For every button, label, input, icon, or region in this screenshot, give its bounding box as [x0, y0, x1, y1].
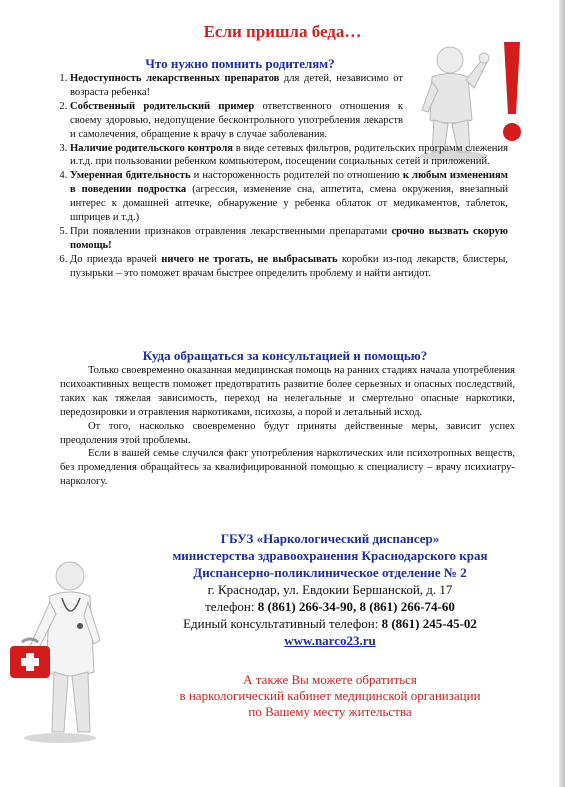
note-line: по Вашему месту жительства — [248, 704, 412, 719]
org-hotline: Единый консультативный телефон: 8 (861) 245-45-02 — [183, 616, 477, 631]
org-ministry: министерства здравоохранения Краснодарского края — [172, 548, 488, 563]
list-item: 2. Собственный родительский пример ответственного отношения к своему здоровью, недопущение бесконтрольного употребления лекарств и самолечения, обращение к врачу в случае заболевания. — [70, 100, 403, 142]
note-line: А также Вы можете обратиться — [243, 672, 417, 687]
list-item: 1. Недоступность лекарственных препаратов для детей, независимо от возраста ребенка! — [70, 72, 403, 100]
organization-info — [110, 530, 550, 649]
help-paragraphs — [60, 364, 515, 489]
list-item: 4. Умеренная бдительность и настороженность родителей по отношению к любым изменениям в поведении подростка (агрессия, изменение сна, аппетита, смена окружения, внезапный интерес к домашней аптечке, обнаружение у ребенка облаток от медикаментов, таблеток, шприцев и т.д.) — [70, 169, 508, 225]
paragraph: Только своевременно оказанная медицинская помощь на ранних стадиях начала употребления психоактивных веществ поможет предотвратить развитие более серьезных и опасных последствий, таких как тяжелая зависимость, переход на нелегальные и смертельно опасные наркотики, передозировки и отравления наркотиками, психозы, а порой и летальный исход. — [60, 365, 515, 418]
org-phones: телефон: 8 (861) 266-34-90, 8 (861) 266-74-60 — [205, 599, 455, 614]
paragraph: Если в вашей семье случился факт употребления наркотических или психотропных веществ, без промедления обращайтесь за квалифицированной помощью к специалисту – врачу психиатру-наркологу. — [60, 448, 515, 488]
org-department: Диспансерно-поликлиническое отделение № 2 — [193, 565, 467, 580]
list-item: 3. Наличие родительского контроля в виде сетевых фильтров, родительских программ слежения и.т.д. при пользовании ребенком компьютером, посещении социальных сетей и приложений. — [70, 142, 508, 170]
org-address: г. Краснодар, ул. Евдокии Бершанской, д. 17 — [207, 582, 453, 597]
reminder-list — [52, 72, 509, 281]
page-title: Если пришла беда… — [203, 22, 362, 41]
section-heading-help: Куда обращаться за консультацией и помощью? — [142, 348, 428, 363]
org-name: ГБУЗ «Наркологический диспансер» — [220, 531, 440, 546]
also-contact-note — [110, 672, 550, 720]
org-website-link[interactable]: www.narco23.ru — [284, 633, 376, 648]
paragraph: От того, насколько своевременно будут приняты действенные меры, зависит успех преодоления этой проблемы. — [60, 420, 515, 446]
page-shadow — [559, 0, 565, 787]
list-item: 6. До приезда врачей ничего не трогать, не выбрасывать коробки из-под лекарств, блистеры, пузырьки – это поможет врачам быстрее определить проблему и найти антидот. — [70, 253, 508, 281]
list-item: 5. При появлении признаков отравления лекарственными препаратами срочно вызвать скорую помощь! — [70, 225, 508, 253]
section-subtitle: Что нужно помнить родителям? — [145, 56, 335, 71]
note-line: в наркологический кабинет медицинской организации — [179, 688, 481, 703]
